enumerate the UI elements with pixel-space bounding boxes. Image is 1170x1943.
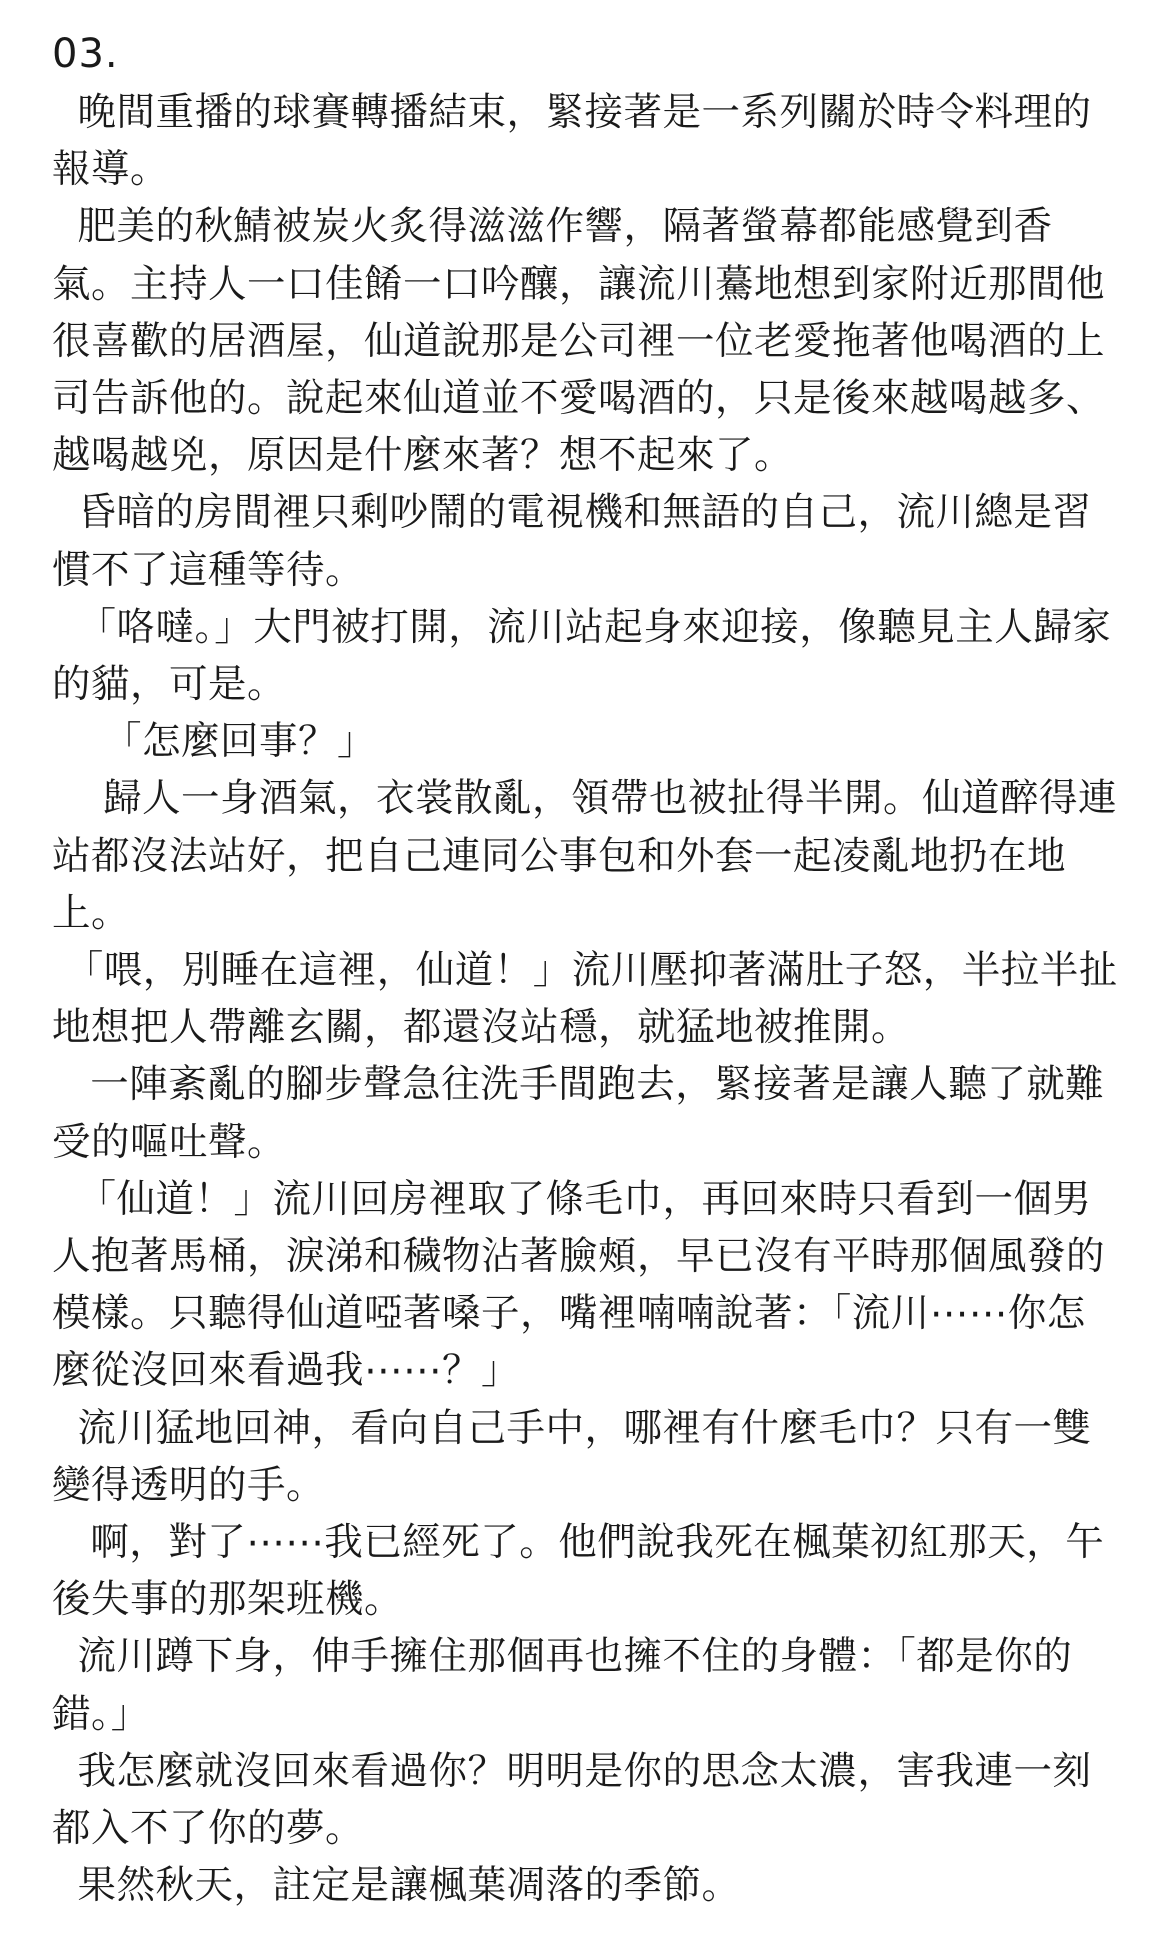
paragraph-6: 歸人一身酒氣，衣裳散亂，領帶也被扯得半開。仙道醉得連站都沒法站好，把自己連同公事包和外套一起凌亂地扔在地上。 <box>52 776 1117 936</box>
story-body <box>52 84 1122 1915</box>
paragraph-10: 流川猛地回神，看向自己手中，哪裡有什麼毛巾？只有一雙變得透明的手。 <box>52 1405 1092 1508</box>
paragraph-12: 流川蹲下身，伸手擁住那個再也擁不住的身體：「都是你的錯。」 <box>52 1634 1073 1737</box>
chapter-number: 03. <box>52 31 119 77</box>
paragraph-13: 我怎麼就沒回來看過你？明明是你的思念太濃，害我連一刻都入不了你的夢。 <box>52 1748 1092 1852</box>
paragraph-1: 晚間重播的球賽轉播結束，緊接著是一系列關於時令料理的報導。 <box>52 90 1092 193</box>
paragraph-14: 果然秋天，註定是讓楓葉凋落的季節。 <box>52 1863 741 1909</box>
paragraph-3: 昏暗的房間裡只剩吵鬧的電視機和無語的自己，流川總是習慣不了這種等待。 <box>52 490 1092 593</box>
paragraph-9: 「仙道！」流川回房裡取了條毛巾，再回來時只看到一個男人抱著馬桶，淚涕和穢物沾著臉頰，早已沒有平時那個風發的模樣。只聽得仙道啞著嗓子，嘴裡喃喃說著：「流川⋯⋯你怎麼從沒回來看過我⋯⋯？」 <box>52 1176 1106 1394</box>
paragraph-4: 「咯噠。」大門被打開，流川站起身來迎接，像聽見主人歸家的貓，可是。 <box>52 604 1112 708</box>
paragraph-11: 啊，對了⋯⋯我已經死了。他們說我死在楓葉初紅那天，午後失事的那架班機。 <box>52 1520 1105 1623</box>
paragraph-2: 肥美的秋鯖被炭火炙得滋滋作響，隔著螢幕都能感覺到香氣。主持人一口佳餚一口吟釀，讓流川驀地想到家附近那間他很喜歡的居酒屋，仙道說那是公司裡一位老愛拖著他喝酒的上司告訴他的。說起來仙道並不愛喝酒的，只是後來越喝越多、越喝越兇，原因是什麼來著？想不起來了。 <box>52 204 1106 479</box>
paragraph-7: 「喂，別睡在這裡，仙道！」流川壓抑著滿肚子怒，半拉半扯地想把人帶離玄關，都還沒站穩，就猛地被推開。 <box>52 948 1118 1051</box>
paragraph-8: 一陣紊亂的腳步聲急往洗手間跑去，緊接著是讓人聽了就難受的嘔吐聲。 <box>52 1062 1105 1165</box>
paragraph-5: 「怎麼回事？」 <box>52 719 376 765</box>
